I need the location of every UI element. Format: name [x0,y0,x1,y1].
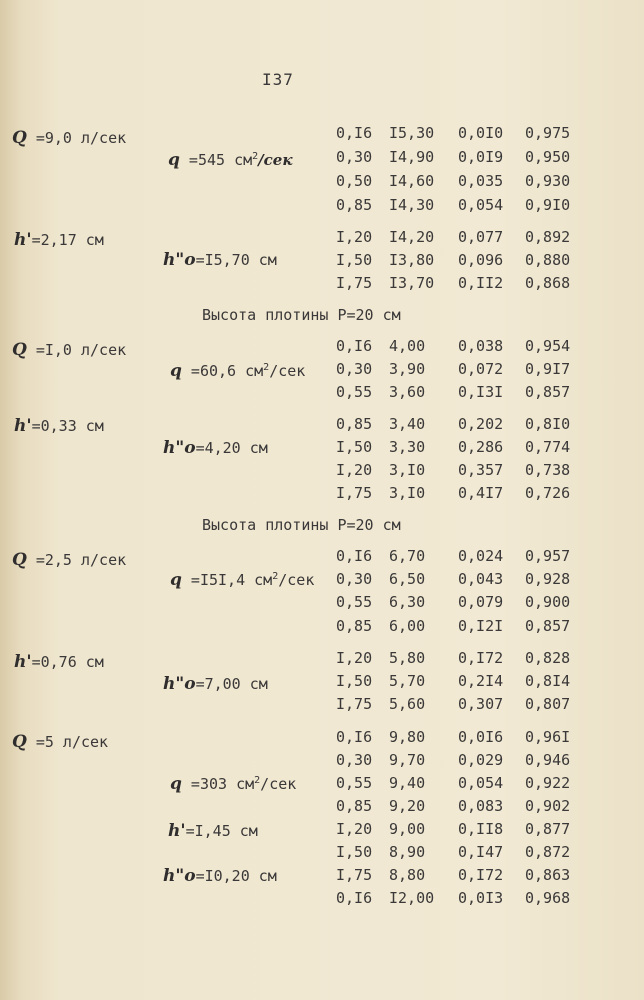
table-row [0,774,644,796]
table-cell: 0,930 [525,172,571,190]
table-cell: 0,I47 [458,843,504,861]
table-cell: I4,60 [389,172,435,190]
table-cell: 9,80 [389,728,426,746]
table-row [0,843,644,865]
table-cell: 0,55 [336,383,373,401]
table-row [0,148,644,170]
table-row [0,728,644,750]
table-cell: 8,90 [389,843,426,861]
table-cell: 0,8I0 [525,415,571,433]
table-row [0,617,644,639]
table-row [0,383,644,405]
table-cell: 0,872 [525,843,571,861]
table-cell: 5,80 [389,649,426,667]
table-cell: 0,30 [336,148,373,166]
table-cell: 0,I72 [458,866,504,884]
table-row [0,751,644,773]
table-cell: 5,60 [389,695,426,713]
table-cell: I5,30 [389,124,435,142]
table-cell: 0,035 [458,172,504,190]
table-row [0,251,644,273]
table-cell: 0,957 [525,547,571,565]
table-cell: 0,054 [458,196,504,214]
conjugate-depth-label-2: h"o=4,20 см [163,438,268,458]
table-cell: 9,70 [389,751,426,769]
table-cell: 0,880 [525,251,571,269]
table-cell: 0,85 [336,617,373,635]
table-cell: 0,I6 [336,547,373,565]
table-cell: 0,079 [458,593,504,611]
table-cell: 0,2I4 [458,672,504,690]
table-cell: I,75 [336,866,373,884]
table-row [0,547,644,569]
table-cell: 0,892 [525,228,571,246]
table-cell: I4,20 [389,228,435,246]
table-cell: 0,024 [458,547,504,565]
page-number: I37 [262,70,294,89]
table-row [0,866,644,888]
table-cell: 0,083 [458,797,504,815]
table-row [0,797,644,819]
table-cell: 0,202 [458,415,504,433]
table-cell: I,20 [336,228,373,246]
table-cell: 0,738 [525,461,571,479]
table-cell: 0,857 [525,617,571,635]
flow-rate-label-4: Q =5 л/сек [12,732,109,752]
table-cell: 0,55 [336,774,373,792]
table-row [0,570,644,592]
depth-label-2: h'=0,33 см [14,416,104,436]
table-cell: 9,40 [389,774,426,792]
table-row [0,196,644,218]
table-cell: I3,70 [389,274,435,292]
table-cell: 0,950 [525,148,571,166]
table-cell: 0,50 [336,172,373,190]
table-cell: 0,054 [458,774,504,792]
table-cell: 0,946 [525,751,571,769]
table-cell: I2,00 [389,889,435,907]
table-cell: 0,0I9 [458,148,504,166]
table-cell: 0,096 [458,251,504,269]
table-cell: 0,0I0 [458,124,504,142]
table-cell: 0,828 [525,649,571,667]
table-cell: 0,30 [336,360,373,378]
conjugate-depth-label-4: h"o=I0,20 см [163,866,277,886]
table-cell: I,20 [336,461,373,479]
table-cell: 9,00 [389,820,426,838]
table-cell: 6,00 [389,617,426,635]
table-cell: 3,90 [389,360,426,378]
table-cell: 0,868 [525,274,571,292]
table-cell: 0,I3I [458,383,504,401]
table-cell: 0,922 [525,774,571,792]
table-cell: 0,043 [458,570,504,588]
table-row [0,593,644,615]
unit-discharge-label-1: q =545 $см^2$/сек [168,150,293,170]
table-row [0,461,644,483]
table-cell: I4,30 [389,196,435,214]
table-cell: 3,30 [389,438,426,456]
table-cell: 6,50 [389,570,426,588]
table-cell: I3,80 [389,251,435,269]
depth-label-3: h'=0,76 см [14,652,104,672]
table-cell: I4,90 [389,148,435,166]
table-cell: 3,60 [389,383,426,401]
table-cell: 0,I72 [458,649,504,667]
table-cell: 3,I0 [389,484,426,502]
table-cell: I,50 [336,672,373,690]
flow-rate-label-3: Q =2,5 л/сек [12,550,127,570]
table-cell: I,50 [336,843,373,861]
table-cell: I,75 [336,274,373,292]
table-row [0,228,644,250]
table-cell: 0,307 [458,695,504,713]
table-cell: 9,20 [389,797,426,815]
table-cell: 0,928 [525,570,571,588]
section-heading-2: Высота плотины P=20 см [202,516,401,534]
table-cell: 0,968 [525,889,571,907]
table-cell: 0,807 [525,695,571,713]
table-cell: 0,I6 [336,889,373,907]
table-row [0,415,644,437]
table-cell: 0,286 [458,438,504,456]
table-cell: 0,975 [525,124,571,142]
depth-label-1: h'=2,17 см [14,230,104,250]
table-cell: 0,II8 [458,820,504,838]
table-cell: 0,774 [525,438,571,456]
table-cell: 0,0I3 [458,889,504,907]
table-cell: 0,038 [458,337,504,355]
table-cell: I,20 [336,820,373,838]
table-cell: 3,I0 [389,461,426,479]
table-cell: 0,863 [525,866,571,884]
table-cell: 0,55 [336,593,373,611]
table-cell: 6,70 [389,547,426,565]
table-cell: 0,357 [458,461,504,479]
table-row [0,649,644,671]
table-cell: 0,029 [458,751,504,769]
table-cell: 0,0I6 [458,728,504,746]
table-cell: 0,9I0 [525,196,571,214]
table-cell: I,75 [336,484,373,502]
table-cell: 0,9I7 [525,360,571,378]
table-cell: I,75 [336,695,373,713]
table-cell: 0,II2 [458,274,504,292]
table-row [0,360,644,382]
table-row [0,820,644,842]
table-cell: 0,I6 [336,337,373,355]
flow-rate-label-1: Q =9,0 л/сек [12,128,127,148]
table-row [0,695,644,717]
table-cell: I,50 [336,438,373,456]
table-cell: 0,I2I [458,617,504,635]
table-cell: 0,900 [525,593,571,611]
table-row [0,672,644,694]
table-cell: I,50 [336,251,373,269]
depth-label-4: h'=I,45 см [168,821,258,841]
table-cell: 0,8I4 [525,672,571,690]
table-cell: 0,85 [336,196,373,214]
table-cell: 0,077 [458,228,504,246]
table-row [0,124,644,146]
table-cell: 5,70 [389,672,426,690]
section-heading-1: Высота плотины P=20 см [202,306,401,324]
table-cell: 0,877 [525,820,571,838]
table-cell: 0,4I7 [458,484,504,502]
table-cell: 4,00 [389,337,426,355]
table-cell: 0,30 [336,751,373,769]
unit-discharge-label-3: q =I5I,4 $см^2$/сек [170,570,315,590]
table-cell: 0,072 [458,360,504,378]
table-row [0,274,644,296]
flow-rate-label-2: Q =I,0 л/сек [12,340,127,360]
table-cell: 6,30 [389,593,426,611]
table-cell: 0,I6 [336,728,373,746]
conjugate-depth-label-1: h"o=I5,70 см [163,250,277,270]
table-cell: 0,85 [336,797,373,815]
conjugate-depth-label-3: h"o=7,00 см [163,674,268,694]
table-row [0,438,644,460]
table-cell: 0,I6 [336,124,373,142]
table-cell: 0,96I [525,728,571,746]
table-row [0,172,644,194]
table-cell: 0,85 [336,415,373,433]
table-cell: 0,902 [525,797,571,815]
table-cell: 0,30 [336,570,373,588]
unit-discharge-label-4: q =303 $см^2$/сек [170,774,297,794]
table-cell: I,20 [336,649,373,667]
table-cell: 0,726 [525,484,571,502]
table-cell: 8,80 [389,866,426,884]
table-row [0,484,644,506]
table-cell: 0,857 [525,383,571,401]
table-cell: 3,40 [389,415,426,433]
unit-discharge-label-2: q =60,6 $см^2$/сек [170,361,306,381]
table-row [0,889,644,911]
table-cell: 0,954 [525,337,571,355]
table-row [0,337,644,359]
